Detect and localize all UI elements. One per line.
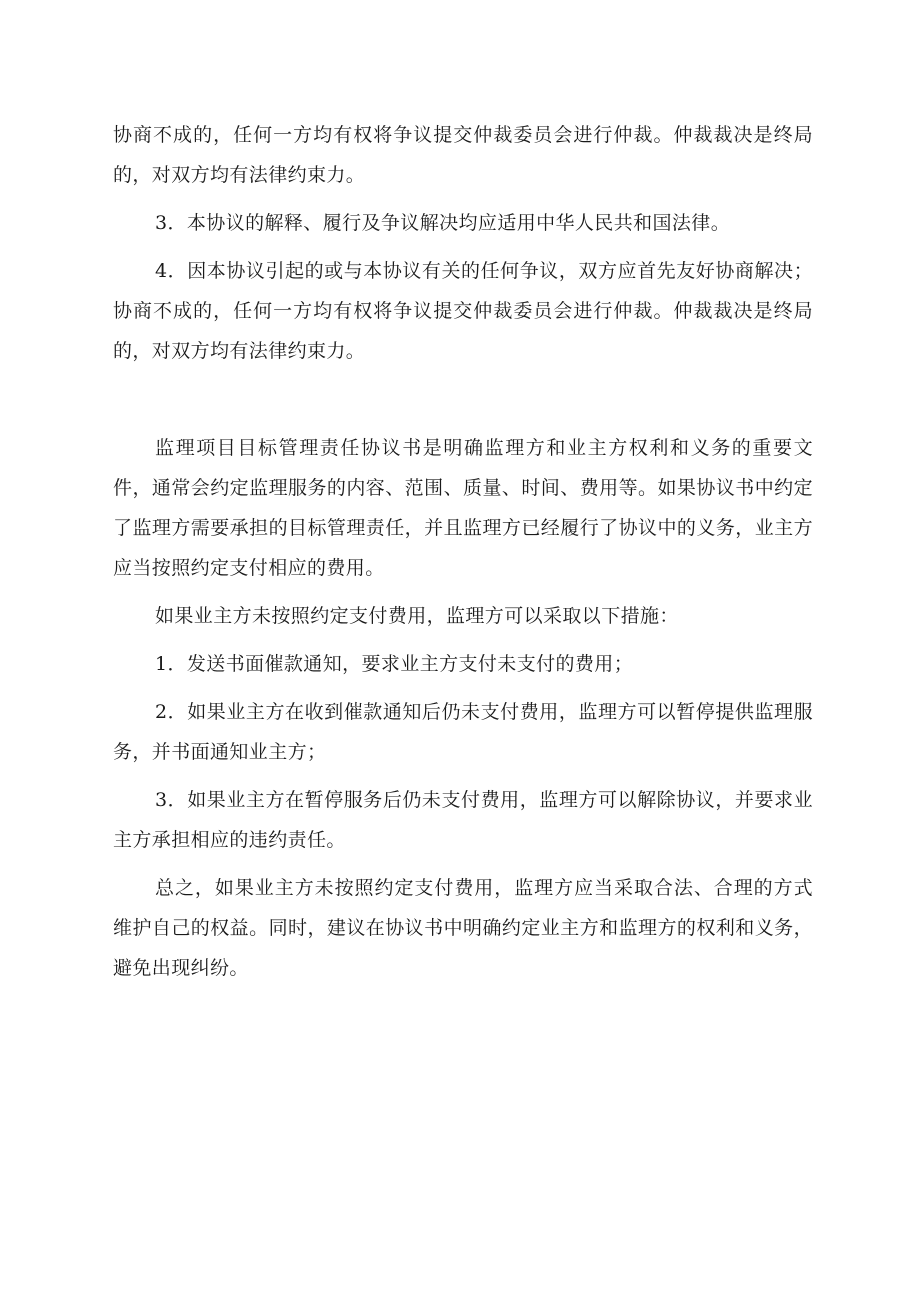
summary-paragraph: 总之，如果业主方未按照约定支付费用，监理方应当采取合法、合理的方式维护自己的权益。同时，建议在协议书中明确约定业主方和监理方的权利和义务，避免出现纠纷。: [113, 877, 813, 979]
measure-1-paragraph: 1．发送书面催款通知，要求业主方支付未支付的费用；: [155, 653, 634, 675]
measure-2-paragraph: 2．如果业主方在收到催款通知后仍未支付费用，监理方可以暂停提供监理服务，并书面通知业主方；: [113, 701, 813, 763]
clause-3-paragraph: 3．本协议的解释、履行及争议解决均应适用中华人民共和国法律。: [155, 212, 731, 234]
continued-paragraph: 协商不成的，任何一方均有权将争议提交仲裁委员会进行仲裁。仲裁裁决是终局的，对双方均有法律约束力。: [113, 124, 813, 186]
document-body: [113, 115, 813, 996]
intro-paragraph: 监理项目目标管理责任协议书是明确监理方和业主方权利和义务的重要文件，通常会约定监理服务的内容、范围、质量、时间、费用等。如果协议书中约定了监理方需要承担的目标管理责任，并且监理方已经履行了协议中的义务，业主方应当按照约定支付相应的费用。: [113, 437, 813, 579]
section-gap: [113, 379, 813, 428]
measures-lead-paragraph: 如果业主方未按照约定支付费用，监理方可以采取以下措施：: [155, 605, 679, 627]
clause-4-paragraph: 4．因本协议引起的或与本协议有关的任何争议，双方应首先友好协商解决；协商不成的，任何一方均有权将争议提交仲裁委员会进行仲裁。仲裁裁决是终局的，对双方均有法律约束力。: [113, 260, 813, 362]
measure-3-paragraph: 3．如果业主方在暂停服务后仍未支付费用，监理方可以解除协议，并要求业主方承担相应的违约责任。: [113, 789, 813, 851]
